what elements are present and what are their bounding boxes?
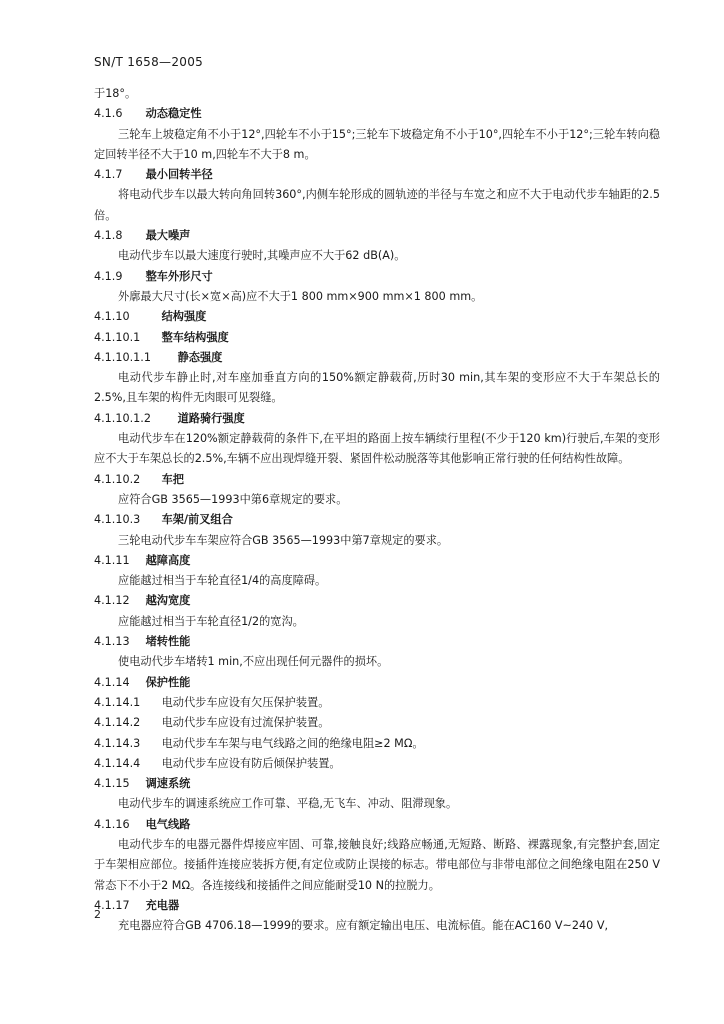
clause-text: 电动代步车车架与电气线路之间的绝缘电阻≥2 MΩ。	[161, 736, 424, 750]
clause-4-1-14-3	[94, 734, 660, 754]
section-number: 4.1.14	[94, 675, 130, 689]
section-number: 4.1.10	[94, 310, 130, 324]
section-title: 越障高度	[145, 553, 191, 567]
section-heading-4-1-10-3	[94, 510, 660, 530]
section-number: 4.1.10.1.2	[94, 411, 151, 425]
section-number: 4.1.14.3	[94, 736, 141, 750]
section-title: 最小回转半径	[145, 168, 213, 182]
paragraph: 应符合GB 3565—1993中第6章规定的要求。	[118, 492, 348, 506]
paragraph: 外廓最大尺寸(长×宽×高)应不大于1 800 mm×900 mm×1 800 mm。	[118, 289, 483, 303]
paragraph: 充电器应符合GB 4706.18—1999的要求。应有额定输出电压、电流标值。能在AC160 V~240 V,	[118, 919, 609, 933]
section-title: 动态稳定性	[145, 107, 202, 121]
section-number: 4.1.15	[94, 777, 130, 791]
section-heading-4-1-12	[94, 591, 660, 611]
section-number: 4.1.16	[94, 817, 130, 831]
section-title: 最大噪声	[145, 229, 191, 243]
paragraph: 三轮车上坡稳定角不小于12°,四轮车不小于15°;三轮车下坡稳定角不小于10°,四轮车不小于12°;三轮车转向稳定回转半径不大于10 m,四轮车不大于8 m。	[94, 127, 660, 161]
section-title: 结构强度	[161, 310, 207, 324]
section-title: 电气线路	[145, 817, 191, 831]
section-heading-4-1-10-1-1	[94, 348, 660, 368]
section-title: 调速系统	[145, 777, 191, 791]
section-title: 整车结构强度	[161, 330, 229, 344]
section-heading-4-1-10-2	[94, 470, 660, 490]
section-title: 车把	[161, 472, 184, 486]
text-line: 于18°。	[94, 87, 137, 100]
section-title: 静态强度	[177, 350, 223, 364]
paragraph: 将电动代步车以最大转向角回转360°,内侧车轮形成的圆轨迹的半径与车宽之和应不大于电动代步车轴距的2.5倍。	[94, 188, 660, 222]
clause-4-1-14-2	[94, 713, 660, 733]
section-number: 4.1.9	[94, 269, 123, 283]
document-body	[94, 84, 660, 936]
section-number: 4.1.7	[94, 168, 123, 182]
section-number: 4.1.10.1.1	[94, 350, 151, 364]
paragraph: 电动代步车以最大速度行驶时,其噪声应不大于62 dB(A)。	[118, 249, 406, 263]
section-title: 堵转性能	[145, 635, 191, 649]
clause-text: 电动代步车应设有欠压保护装置。	[161, 695, 330, 709]
section-number: 4.1.10.3	[94, 513, 141, 527]
section-heading-4-1-9	[94, 267, 660, 287]
clause-text: 电动代步车应设有防后倾保护装置。	[161, 756, 341, 770]
paragraph: 电动代步车静止时,对车座加垂直方向的150%额定静载荷,历时30 min,其车架的变形应不大于车架总长的2.5%,且车架的构件无肉眼可见裂缝。	[94, 371, 660, 405]
paragraph: 使电动代步车堵转1 min,不应出现任何元器件的损坏。	[118, 655, 389, 669]
section-number: 4.1.10.2	[94, 472, 141, 486]
section-number: 4.1.14.2	[94, 716, 141, 730]
section-number: 4.1.13	[94, 635, 130, 649]
clause-4-1-14-4	[94, 754, 660, 774]
section-title: 车架/前叉组合	[161, 513, 233, 527]
paragraph: 电动代步车在120%额定静载荷的条件下,在平坦的路面上按车辆续行里程(不少于120 km)行驶后,车架的变形应不大于车架总长的2.5%,车辆不应出现焊缝开裂、紧固件松动脱落等其他影响正常行驶的任何结构性故障。	[94, 432, 660, 466]
paragraph: 三轮电动代步车车架应符合GB 3565—1993中第7章规定的要求。	[118, 533, 449, 547]
section-heading-4-1-11	[94, 551, 660, 571]
document-header: SN/T 1658—2005	[94, 55, 204, 69]
section-heading-4-1-13	[94, 632, 660, 652]
section-heading-4-1-10	[94, 307, 660, 327]
section-title: 道路骑行强度	[177, 411, 245, 425]
section-number: 4.1.14.4	[94, 756, 141, 770]
clause-text: 电动代步车应设有过流保护装置。	[161, 716, 330, 730]
section-title: 保护性能	[145, 675, 191, 689]
section-title: 越沟宽度	[145, 594, 191, 608]
section-title: 充电器	[145, 898, 180, 912]
section-number: 4.1.12	[94, 594, 130, 608]
section-heading-4-1-10-1-2	[94, 409, 660, 429]
paragraph: 应能越过相当于车轮直径1/4的高度障碍。	[118, 574, 327, 588]
section-number: 4.1.10.1	[94, 330, 141, 344]
paragraph: 电动代步车的电器元器件焊接应牢固、可靠,接触良好;线路应畅通,无短路、断路、裸露现象,有完整护套,固定于车架相应部位。接插件连接应装拆方便,有定位或防止误接的标志。带电部位与非带电部位之间绝缘电阻在250 V常态下不小于2 MΩ。各连接线和接插件之间应能耐受10 N的拉脱力。	[94, 837, 660, 892]
section-heading-4-1-14	[94, 673, 660, 693]
section-number: 4.1.6	[94, 107, 123, 121]
clause-4-1-14-1	[94, 693, 660, 713]
paragraph: 应能越过相当于车轮直径1/2的宽沟。	[118, 614, 304, 628]
section-title: 整车外形尺寸	[145, 269, 213, 283]
section-heading-4-1-6	[94, 104, 660, 124]
section-heading-4-1-8	[94, 226, 660, 246]
section-heading-4-1-15	[94, 774, 660, 794]
paragraph: 电动代步车的调速系统应工作可靠、平稳,无飞车、冲动、阻滞现象。	[118, 797, 458, 811]
section-heading-4-1-10-1	[94, 328, 660, 348]
section-heading-4-1-7	[94, 165, 660, 185]
section-number: 4.1.8	[94, 229, 123, 243]
section-heading-4-1-17	[94, 896, 660, 916]
section-number: 4.1.14.1	[94, 695, 141, 709]
section-heading-4-1-16	[94, 815, 660, 835]
section-number: 4.1.11	[94, 553, 130, 567]
section-number: 4.1.17	[94, 898, 130, 912]
page-number: 2	[94, 908, 101, 921]
